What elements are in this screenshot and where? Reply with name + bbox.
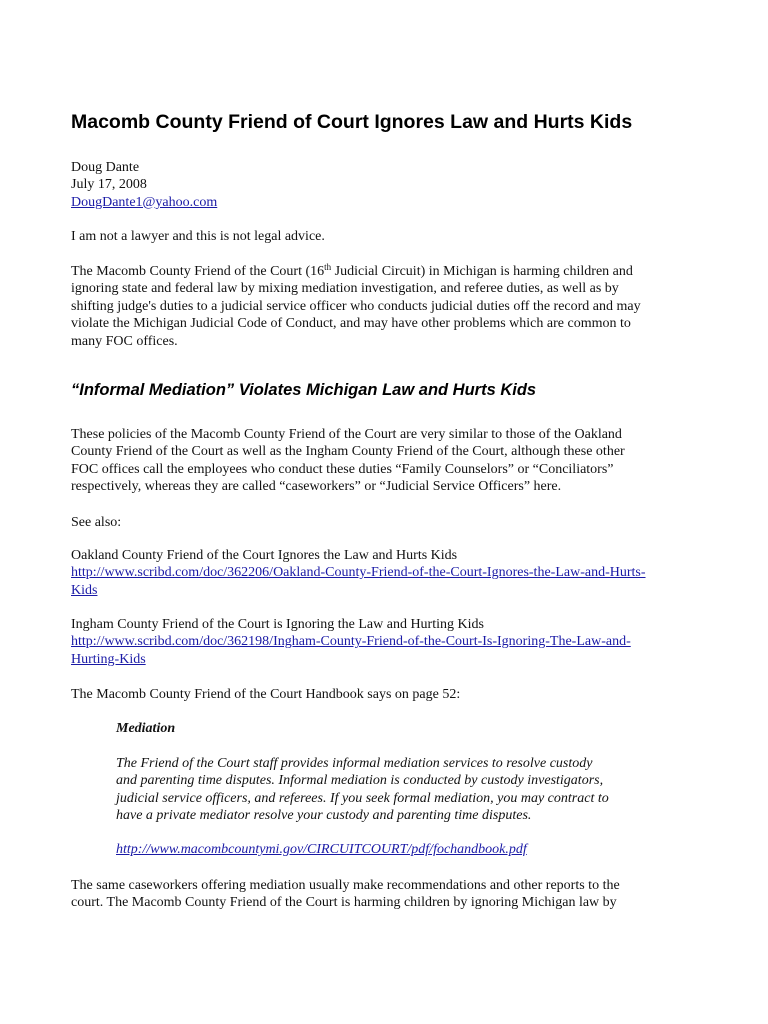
paragraph-line: The same caseworkers offering mediation usually make recommendations and other reports to the: [71, 878, 620, 893]
quote-line: and parenting time disputes. Informal mediation is conducted by custody investigators,: [116, 773, 604, 789]
author-email-link[interactable]: DougDante1@yahoo.com: [71, 194, 218, 210]
document-title: Macomb County Friend of Court Ignores Law and Hurts Kids: [71, 111, 633, 133]
paragraph-line: respectively, whereas they are called “caseworkers” or “Judicial Service Officers” here.: [71, 479, 562, 495]
disclaimer: I am not a lawyer and this is not legal advice.: [71, 229, 325, 244]
reference-title: Ingham County Friend of the Court is Ignoring the Law and Hurting Kids: [71, 617, 484, 632]
intro-line: [71, 263, 711, 280]
publish-date: July 17, 2008: [71, 177, 147, 193]
paragraph-line: These policies of the Macomb County Friend of the Court are very similar to those of the Oakland: [71, 427, 622, 442]
handbook-quote: [116, 755, 716, 825]
ordinal-suffix: th: [324, 262, 332, 272]
reference-link[interactable]: http://www.scribd.com/doc/362198/Ingham-County-Friend-of-the-Court-Is-Ignoring-The-Law-and-: [71, 634, 631, 650]
see-also-label: See also:: [71, 515, 122, 530]
author-name: Doug Dante: [71, 160, 140, 175]
handbook-intro: The Macomb County Friend of the Court Handbook says on page 52:: [71, 687, 461, 702]
author-info: [71, 159, 711, 211]
reference-oakland: [71, 547, 711, 599]
intro-text: The Macomb County Friend of the Court (16: [71, 264, 325, 279]
reference-link[interactable]: http://www.scribd.com/doc/362206/Oakland-County-Friend-of-the-Court-Ignores-the-Law-and-Hurts-: [71, 565, 646, 581]
handbook-url[interactable]: http://www.macombcountymi.gov/CIRCUITCOURT/pdf/fochandbook.pdf: [116, 842, 527, 857]
intro-line: many FOC offices.: [71, 333, 178, 349]
reference-ingham: [71, 616, 711, 668]
section-heading: “Informal Mediation” Violates Michigan Law and Hurts Kids: [71, 381, 537, 399]
paragraph-line: court. The Macomb County Friend of the Court is harming children by ignoring Michigan law by: [71, 895, 617, 911]
quote-line: The Friend of the Court staff provides informal mediation services to resolve custody: [116, 756, 593, 771]
quote-line: judicial service officers, and referees. If you seek formal mediation, you may contract to: [116, 790, 609, 806]
paragraph-line: County Friend of the Court as well as the Ingham County Friend of the Court, although these other: [71, 444, 625, 460]
reference-link[interactable]: Kids: [71, 582, 98, 598]
intro-line: shifting judge's duties to a judicial service officer who conducts judicial duties off the record and may: [71, 298, 641, 314]
policies-paragraph: [71, 426, 711, 496]
intro-line: violate the Michigan Judicial Code of Conduct, and may have other problems which are common to: [71, 316, 631, 332]
intro-paragraph: [71, 263, 711, 350]
reference-link[interactable]: Hurting-Kids: [71, 651, 146, 667]
handbook-link: [116, 841, 716, 858]
intro-line: ignoring state and federal law by mixing mediation investigation, and referee duties, as well as by: [71, 281, 619, 297]
closing-paragraph: [71, 877, 711, 912]
quote-line: have a private mediator resolve your custody and parenting time disputes.: [116, 808, 532, 824]
quote-title: Mediation: [116, 721, 176, 736]
reference-title: Oakland County Friend of the Court Ignores the Law and Hurts Kids: [71, 548, 458, 563]
intro-text: Judicial Circuit) in Michigan is harming children and: [331, 264, 633, 279]
paragraph-line: FOC offices call the employees who conduct these duties “Family Counselors” or “Conciliators”: [71, 461, 614, 477]
